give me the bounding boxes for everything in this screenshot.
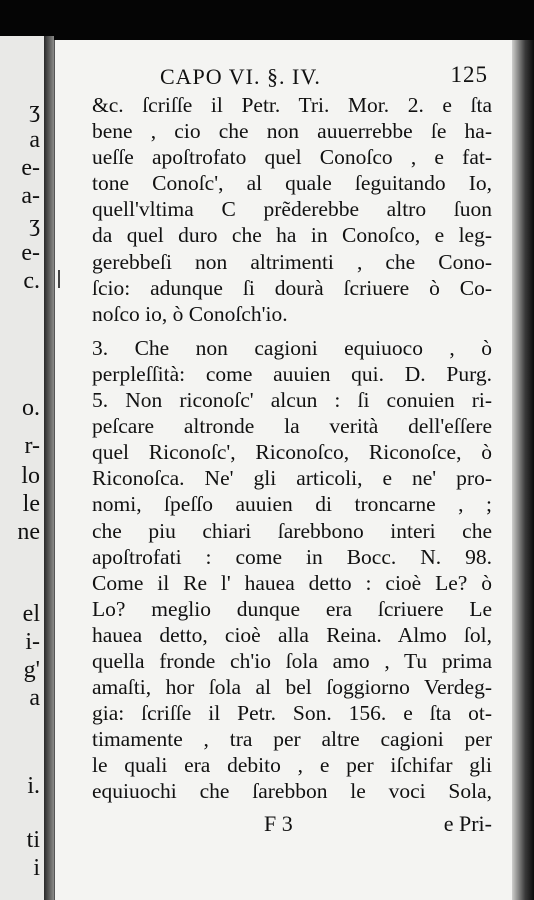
signature-mark: F 3 [264, 810, 293, 836]
text-line: quell'vltima C prẽderebbe altro ſuon [92, 197, 492, 222]
left-fragment: ʒ [29, 211, 40, 237]
left-fragment: ti [26, 827, 40, 853]
text-line: ueſſe apoſtrofato quel Conoſco , e fat- [92, 145, 492, 170]
text-line: amaſti, hor ſola al bel ſoggiorno Verdeg- [92, 675, 492, 700]
catchword: e Pri- [443, 810, 492, 836]
page-footer [92, 807, 492, 837]
text-line: Riconoſca. Ne' gli articoli, e ne' pro- [92, 466, 492, 491]
text-line: gia: ſcriſſe il Petr. Son. 156. e ſta ot- [92, 701, 492, 726]
text-line: equiuochi che ſarebbon le voci Sola, [92, 779, 492, 804]
text-line: Lo? meglio dunque era ſcriuere Le [92, 596, 492, 621]
text-line: noſco io, ò Conoſch'io. [92, 301, 288, 326]
text-line: apoſtrofati : come in Bocc. N. 98. [92, 544, 492, 569]
text-line: perpleſſità: come auuien qui. D. Purg. [92, 361, 492, 386]
page-edge-shadow [512, 40, 534, 900]
text-line: che piu chiari ſarebbono interi che [92, 518, 492, 543]
text-line: quella fronde ch'io ſola amo , Tu prima [92, 648, 492, 673]
left-fragment: le [22, 491, 40, 517]
left-fragment: o. [22, 395, 40, 421]
page-text-block [92, 58, 492, 837]
text-line: quel Riconoſc', Riconoſco, Riconoſce, ò [92, 440, 492, 465]
text-line: 5. Non riconoſc' alcun : ſi conuien ri- [92, 388, 492, 413]
text-line: 3. Che non cagioni equiuoco , ò [92, 335, 492, 360]
left-fragment: e- [21, 155, 40, 181]
left-fragment: ne [17, 519, 40, 545]
text-line: le quali era debito , e per iſchifar gli [92, 753, 492, 778]
text-line: peſcare altronde la verità dell'eſſere [92, 414, 492, 439]
left-fragment: c. [23, 268, 40, 294]
text-line: bene , cio che non auuerrebbe ſe ha- [92, 119, 492, 144]
text-line: &c. ſcriſſe il Petr. Tri. Mor. 2. e ſta [92, 93, 492, 117]
left-fragment: i- [25, 629, 40, 655]
left-fragment: r- [24, 433, 40, 459]
left-fragment: a [29, 127, 40, 153]
left-page-fragment [0, 36, 46, 900]
left-fragment: a [29, 685, 40, 711]
text-line: nomi, ſpeſſo auuien di troncarne , ; [92, 492, 492, 517]
text-line: Come il Re l' hauea detto : cioè Le? ò [92, 570, 492, 595]
text-line: tone Conoſc', al quale ſeguitando Io, [92, 171, 492, 196]
left-fragment: g' [23, 657, 40, 683]
text-line: timamente , tra per altre cagioni per [92, 727, 492, 752]
text-line: hauea detto, cioè alla Reina. Almo ſol, [92, 622, 492, 647]
left-fragment: el [22, 601, 40, 627]
scan-top-border [0, 0, 534, 40]
left-fragment: ʒ [29, 97, 40, 123]
text-line: gerebbeſi non altrimenti , che Cono- [92, 249, 492, 274]
chapter-heading: CAPO VI. §. IV. [160, 64, 321, 89]
scan-artifact [58, 270, 60, 288]
left-fragment: i [33, 855, 40, 881]
left-fragment: lo [21, 463, 40, 489]
text-line: ſcio: adunque ſi dourà ſcriuere ò Co- [92, 275, 492, 300]
left-fragment: i. [27, 773, 40, 799]
book-gutter [44, 36, 54, 900]
page-number: 125 [450, 62, 488, 87]
left-fragment: a- [21, 183, 40, 209]
text-line: da quel duro che ha in Conoſco, e leg- [92, 223, 492, 248]
left-fragment: e- [21, 240, 40, 266]
running-header [92, 58, 492, 92]
